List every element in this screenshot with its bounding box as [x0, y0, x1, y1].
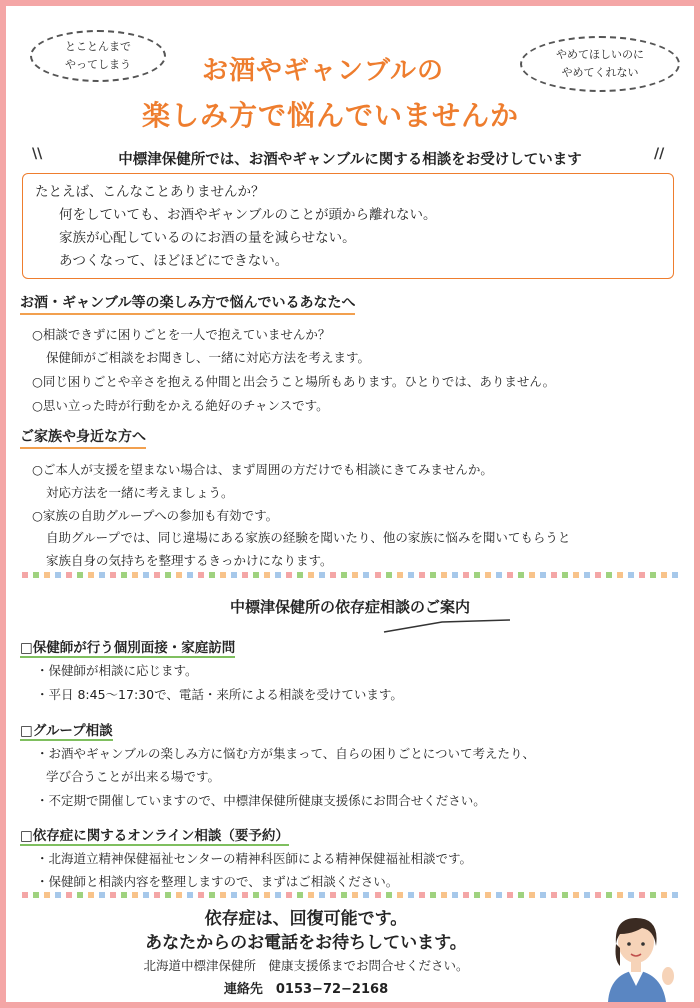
divider-dot — [110, 572, 116, 578]
guide-item-line: ・保健師が相談に応じます。 — [36, 663, 198, 678]
divider-dot — [363, 572, 369, 578]
divider-dot — [661, 892, 667, 898]
flyer-page — [6, 6, 694, 1002]
divider-dot — [463, 892, 469, 898]
divider-dot — [672, 572, 678, 578]
divider-dot — [220, 572, 226, 578]
divider-dot — [352, 892, 358, 898]
divider-dot — [242, 892, 248, 898]
divider-dot — [529, 572, 535, 578]
divider-dot — [99, 572, 105, 578]
example-line: たとえば、こんなことありませんか？ — [35, 184, 265, 200]
divider-dot — [650, 892, 656, 898]
divider-dot — [330, 572, 336, 578]
section2-heading: ご家族や身近な方へ — [20, 426, 146, 449]
section1-line: 保健師がご相談をお聞きし、一緒に対応方法を考えます。 — [46, 350, 371, 365]
divider-dot — [187, 892, 193, 898]
divider-dot — [99, 892, 105, 898]
section1-line: ○同じ困りごとや辛さを抱える仲間と出会うこと場所もあります。ひとりでは、ありません。 — [32, 374, 556, 389]
section2-line: 自助グループでは、同じ違場にある家族の経験を聞いたり、他の家族に悩みを聞いてもらうと — [46, 530, 571, 545]
divider-dot — [264, 892, 270, 898]
divider-dot — [176, 892, 182, 898]
divider-dot — [584, 892, 590, 898]
divider-dot — [540, 572, 546, 578]
divider-dot — [595, 572, 601, 578]
divider-dot — [639, 892, 645, 898]
divider-dot — [275, 572, 281, 578]
divider-dot — [562, 892, 568, 898]
divider-dot — [198, 572, 204, 578]
guide-title: 中標津保健所の依存症相談のご案内 — [229, 598, 470, 616]
section1-heading: お酒・ギャンブル等の楽しみ方で悩んでいるあなたへ — [20, 292, 355, 315]
divider-dot — [154, 572, 160, 578]
divider-dot — [430, 572, 436, 578]
divider-dot — [165, 572, 171, 578]
section2-line: 対応方法を一緒に考えましょう。 — [46, 485, 234, 500]
divider-dot — [88, 892, 94, 898]
divider-dot — [132, 892, 138, 898]
divider-dot — [220, 892, 226, 898]
divider-dot — [507, 892, 513, 898]
divider-dot — [264, 572, 270, 578]
dotted-divider — [22, 572, 678, 578]
section1-line: ○相談できずに困りごとを一人で抱えていませんか？ — [32, 327, 331, 342]
divider-dot — [231, 572, 237, 578]
guide-item-line: ・不定期で開催していますので、中標津保健所健康支援係にお問合せください。 — [36, 793, 486, 808]
closing-line3: 北海道中標津保健所 健康支援係までお問合せください。 — [143, 958, 469, 973]
divider-dot — [275, 892, 281, 898]
divider-dot — [408, 892, 414, 898]
guide-item-heading: □依存症に関するオンライン相談（要予約） — [20, 824, 289, 846]
divider-dot — [176, 572, 182, 578]
divider-dot — [518, 892, 524, 898]
divider-dot — [463, 572, 469, 578]
section2-line: 家族自身の気持ちを整理するきっかけになります。 — [46, 553, 333, 568]
divider-dot — [408, 572, 414, 578]
guide-item-line: ・保健師と相談内容を整理しますので、まずはご相談ください。 — [36, 874, 399, 889]
divider-dot — [132, 572, 138, 578]
divider-dot — [341, 572, 347, 578]
dotted-divider — [22, 892, 678, 898]
divider-dot — [297, 892, 303, 898]
staff-woman-illustration — [586, 904, 686, 1002]
divider-dot — [165, 892, 171, 898]
right-sparkle-icon: // — [654, 146, 665, 162]
left-sparkle-icon: \\ — [32, 146, 43, 162]
divider-dot — [617, 572, 623, 578]
divider-dot — [330, 892, 336, 898]
divider-dot — [562, 572, 568, 578]
divider-dot — [352, 572, 358, 578]
divider-dot — [639, 572, 645, 578]
example-box — [22, 173, 674, 279]
bubble-left-line1: とことんまで — [65, 40, 131, 53]
divider-dot — [518, 572, 524, 578]
divider-dot — [319, 572, 325, 578]
guide-item-line: 学び合うことが出来る場です。 — [46, 769, 221, 784]
divider-dot — [198, 892, 204, 898]
divider-dot — [308, 892, 314, 898]
divider-dot — [474, 572, 480, 578]
divider-dot — [308, 572, 314, 578]
divider-dot — [628, 892, 634, 898]
title-line1: お酒やギャンブルの — [202, 56, 444, 86]
divider-dot — [573, 892, 579, 898]
divider-dot — [33, 572, 39, 578]
divider-dot — [231, 892, 237, 898]
divider-dot — [22, 572, 28, 578]
divider-dot — [77, 892, 83, 898]
guide-item-line: ・お酒やギャンブルの楽しみ方に悩む方が集まって、自らの困りごとについて考えたり、 — [36, 746, 536, 761]
example-line: 何をしていても、お酒やギャンブルのことが頭から離れない。 — [59, 207, 437, 223]
divider-dot — [187, 572, 193, 578]
divider-dot — [375, 572, 381, 578]
divider-dot — [341, 892, 347, 898]
divider-dot — [22, 892, 28, 898]
divider-dot — [319, 892, 325, 898]
closing-line1: 依存症は、回復可能です。 — [204, 909, 408, 929]
divider-dot — [33, 892, 39, 898]
contact-phone: 連絡先 0153−72−2168 — [223, 982, 389, 997]
divider-dot — [551, 892, 557, 898]
divider-dot — [441, 892, 447, 898]
divider-dot — [507, 572, 513, 578]
section2-line: ○家族の自助グループへの参加も有効です。 — [32, 508, 279, 523]
divider-dot — [66, 892, 72, 898]
divider-dot — [672, 892, 678, 898]
divider-dot — [419, 892, 425, 898]
divider-dot — [551, 572, 557, 578]
section1-line: ○思い立った時が行動をかえる絶好のチャンスです。 — [32, 398, 329, 413]
divider-dot — [386, 572, 392, 578]
guide-title-underline — [382, 616, 512, 636]
divider-dot — [44, 572, 50, 578]
divider-dot — [496, 892, 502, 898]
divider-dot — [606, 892, 612, 898]
bubble-left-line2: やってしまう — [65, 58, 131, 71]
divider-dot — [540, 892, 546, 898]
closing-line2: あなたからのお電話をお待ちしています。 — [145, 933, 467, 953]
divider-dot — [397, 572, 403, 578]
divider-dot — [253, 572, 259, 578]
divider-dot — [209, 572, 215, 578]
divider-dot — [209, 892, 215, 898]
divider-dot — [66, 572, 72, 578]
subtitle: 中標津保健所では、お酒やギャンブルに関する相談をお受けしています — [118, 152, 582, 168]
divider-dot — [485, 892, 491, 898]
divider-dot — [650, 572, 656, 578]
divider-dot — [606, 572, 612, 578]
divider-dot — [485, 572, 491, 578]
divider-dot — [143, 572, 149, 578]
guide-item-heading: □グループ相談 — [20, 719, 113, 741]
divider-dot — [121, 572, 127, 578]
divider-dot — [573, 572, 579, 578]
divider-dot — [55, 892, 61, 898]
divider-dot — [44, 892, 50, 898]
divider-dot — [375, 892, 381, 898]
title-line2: 楽しみ方で悩んでいませんか — [142, 99, 520, 132]
divider-dot — [452, 892, 458, 898]
divider-dot — [441, 572, 447, 578]
divider-dot — [286, 572, 292, 578]
example-line: あつくなって、ほどほどにできない。 — [59, 253, 289, 269]
example-line: 家族が心配しているのにお酒の量を減らせない。 — [59, 230, 356, 246]
divider-dot — [595, 892, 601, 898]
divider-dot — [286, 892, 292, 898]
guide-item-line: ・北海道立精神保健福祉センターの精神科医師による精神保健福祉相談です。 — [36, 851, 473, 866]
divider-dot — [452, 572, 458, 578]
divider-dot — [242, 572, 248, 578]
bubble-right-line2: やめてくれない — [561, 66, 639, 79]
divider-dot — [143, 892, 149, 898]
divider-dot — [419, 572, 425, 578]
divider-dot — [154, 892, 160, 898]
divider-dot — [110, 892, 116, 898]
guide-item-line: ・平日 8:45～17:30で、電話・来所による相談を受けています。 — [36, 687, 403, 702]
divider-dot — [77, 572, 83, 578]
divider-dot — [88, 572, 94, 578]
divider-dot — [661, 572, 667, 578]
divider-dot — [617, 892, 623, 898]
divider-dot — [628, 572, 634, 578]
divider-dot — [529, 892, 535, 898]
speech-bubble-right — [520, 36, 680, 92]
divider-dot — [386, 892, 392, 898]
divider-dot — [55, 572, 61, 578]
divider-dot — [397, 892, 403, 898]
divider-dot — [430, 892, 436, 898]
guide-item-heading: □保健師が行う個別面接・家庭訪問 — [20, 636, 235, 658]
divider-dot — [584, 572, 590, 578]
divider-dot — [253, 892, 259, 898]
divider-dot — [474, 892, 480, 898]
divider-dot — [121, 892, 127, 898]
divider-dot — [363, 892, 369, 898]
section2-line: ○ご本人が支援を望まない場合は、まず周囲の方だけでも相談にきてみませんか。 — [32, 462, 493, 477]
divider-dot — [496, 572, 502, 578]
bubble-right-line1: やめてほしいのに — [556, 48, 644, 61]
speech-bubble-left — [30, 30, 166, 82]
divider-dot — [297, 572, 303, 578]
